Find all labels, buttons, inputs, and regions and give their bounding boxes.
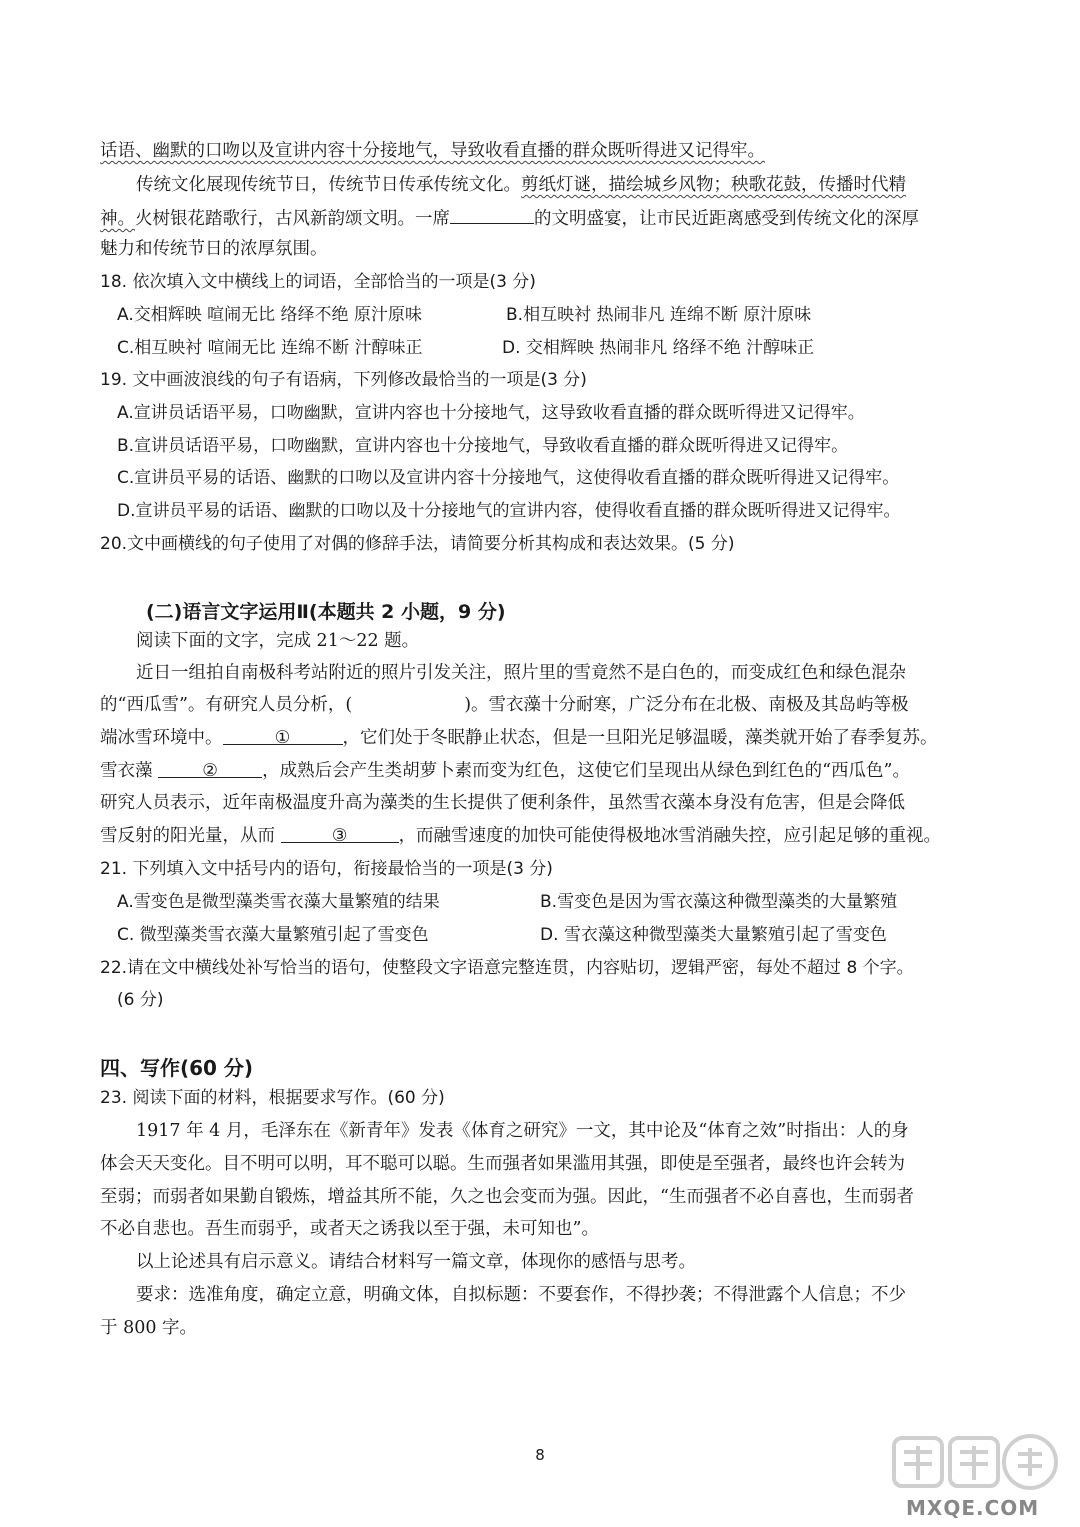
section-heading: (二)语言文字运用Ⅱ(本题共 2 小题，9 分) xyxy=(146,601,506,623)
passage-text: ，而融雪速度的加快可能使得极地冰雪消融失控，应引起足够的重视。 xyxy=(398,826,942,846)
material-line: 1917 年 4 月，毛泽东在《新青年》发表《体育之研究》一文，其中论及“体育之效”时指出：人的身 xyxy=(136,1121,909,1141)
passage-text: 火树银花踏歌行，古风新韵颂文明。一席 xyxy=(135,209,450,229)
question-20-stem: 20.文中画横线的句子使用了对偶的修辞手法，请简要分析其构成和表达效果。(5 分) xyxy=(100,534,735,554)
q21-option-a[interactable]: A.雪变色是微型藻类雪衣藻大量繁殖的结果 xyxy=(117,892,440,912)
passage-text: ，它们处于冬眠静止状态，但是一旦阳光足够温暖，藻类就开始了春季复苏。 xyxy=(342,728,938,748)
passage-line: 研究人员表示，近年南极温度升高为藻类的生长提供了便利条件，虽然雪衣藻本身没有危害，但是会降低 xyxy=(100,793,905,813)
question-22-score: (6 分) xyxy=(117,990,164,1010)
question-22-stem: 22.请在文中横线处补写恰当的语句，使整段文字语意完整连贯，内容贴切，逻辑严密，每处不超过 8 个字。 xyxy=(100,958,914,978)
passage-text: 的“西瓜雪”。有研究人员分析，( xyxy=(100,695,353,715)
q18-option-d[interactable]: D. 交相辉映 热闹非凡 络绎不绝 汁醇味正 xyxy=(502,338,815,358)
section-heading: 四、写作(60 分) xyxy=(100,1056,254,1080)
passage-line xyxy=(100,139,765,163)
q21-option-d[interactable]: D. 雪衣藻这种微型藻类大量繁殖引起了雪变色 xyxy=(540,925,887,945)
passage-line xyxy=(100,205,919,231)
passage-line: 魅力和传统节日的浓厚氛围。 xyxy=(100,239,328,259)
q18-option-a[interactable]: A.交相辉映 喧闹无比 络绎不绝 原汁原味 xyxy=(117,305,422,325)
passage-line xyxy=(136,173,906,197)
passage-text: 端冰雪环境中。 xyxy=(100,728,223,748)
passage-line xyxy=(100,759,910,783)
material-line: 体会天天变化。目不明可以明，耳不聪可以聪。生而强者如果滥用其强，即使是至强者，最终也许会转为 xyxy=(100,1154,905,1174)
q19-option-b[interactable]: B.宣讲员话语平易，口吻幽默，宣讲内容也十分接地气，导致收看直播的群众既听得进又记得牢。 xyxy=(117,436,849,456)
wavy-underlined-sentence: 话语、幽默的口吻以及宣讲内容十分接地气，导致收看直播的群众既听得进又记得牢。 xyxy=(100,141,765,161)
passage-text: 传统文化展现传统节日，传统节日传承传统文化。 xyxy=(136,175,521,195)
question-18-stem: 18. 依次填入文中横线上的词语，全部恰当的一项是(3 分) xyxy=(100,272,536,292)
question-21-stem: 21. 下列填入文中括号内的语句，衔接最恰当的一项是(3 分) xyxy=(100,859,553,879)
passage-text: )。雪衣藻十分耐寒，广泛分布在北极、南极及其岛屿等极 xyxy=(464,695,909,715)
passage-line xyxy=(100,726,938,750)
passage-text: 的文明盛宴，让市民近距离感受到传统文化的深厚 xyxy=(534,209,919,229)
q19-option-c[interactable]: C.宣讲员平易的话语、幽默的口吻以及宣讲内容十分接地气，这使得收看直播的群众既听得进又记得牢。 xyxy=(117,468,900,488)
material-line: 不必自悲也。吾生而弱乎，或者天之诱我以至于强，未可知也”。 xyxy=(100,1219,599,1239)
section-intro: 阅读下面的文字，完成 21～22 题。 xyxy=(136,631,420,651)
q21-option-c[interactable]: C. 微型藻类雪衣藻大量繁殖引起了雪变色 xyxy=(117,925,429,945)
q19-option-a[interactable]: A.宣讲员话语平易，口吻幽默，宣讲内容也十分接地气，这导致收看直播的群众既听得进又记得牢。 xyxy=(117,403,865,423)
passage-line: 近日一组拍自南极科考站附近的照片引发关注，照片里的雪竟然不是白色的，而变成红色和绿色混杂 xyxy=(136,663,906,683)
passage-line xyxy=(100,824,941,848)
passage-text: 雪反射的阳光量，从而 xyxy=(100,826,281,846)
requirement-line: 要求：选准角度，确定立意，明确文体，自拟标题：不要套作，不得抄袭；不得泄露个人信息；不少 xyxy=(136,1285,906,1305)
passage-line xyxy=(100,693,909,717)
question-23-stem: 23. 阅读下面的材料，根据要求写作。(60 分) xyxy=(100,1088,445,1108)
answer-blank-1[interactable]: ① xyxy=(223,726,343,745)
answer-blank-2[interactable]: ② xyxy=(158,759,262,778)
material-line: 至弱；而弱者如果勤自锻炼，增益其所不能，久之也会变而为强。因此，“生而强者不必自喜也，生而弱者 xyxy=(100,1187,914,1207)
requirement-line: 于 800 字。 xyxy=(100,1318,198,1338)
wavy-underlined-couplet: 剪纸灯谜，描绘城乡风物；秧歌花鼓，传播时代精 xyxy=(521,175,906,195)
q21-option-b[interactable]: B.雪变色是因为雪衣藻这种微型藻类的大量繁殖 xyxy=(540,892,898,912)
wavy-underlined-couplet-end: 神。 xyxy=(100,209,135,229)
passage-text: ，成熟后会产生类胡萝卜素而变为红色，这使它们呈现出从绿色到红色的“西瓜色”。 xyxy=(262,761,910,781)
watermark-text: MXQE.COM xyxy=(906,1496,1040,1520)
page-number: 8 xyxy=(535,1446,545,1464)
material-line: 以上论述具有启示意义。请结合材料写一篇文章，体现你的感悟与思考。 xyxy=(136,1252,696,1272)
q18-option-c[interactable]: C.相互映衬 喧闹无比 连绵不断 汁醇味正 xyxy=(117,338,423,358)
q19-option-d[interactable]: D.宣讲员平易的话语、幽默的口吻以及十分接地气的宣讲内容，使得收看直播的群众既听得进又记得牢。 xyxy=(117,501,901,521)
q18-option-b[interactable]: B.相互映衬 热闹非凡 连绵不断 原汁原味 xyxy=(506,305,812,325)
question-19-stem: 19. 文中画波浪线的句子有语病，下列修改最恰当的一项是(3 分) xyxy=(100,370,587,390)
passage-text: 雪衣藻 xyxy=(100,761,159,781)
answer-blank-3[interactable]: ③ xyxy=(281,824,399,843)
answer-blank[interactable] xyxy=(450,205,534,224)
